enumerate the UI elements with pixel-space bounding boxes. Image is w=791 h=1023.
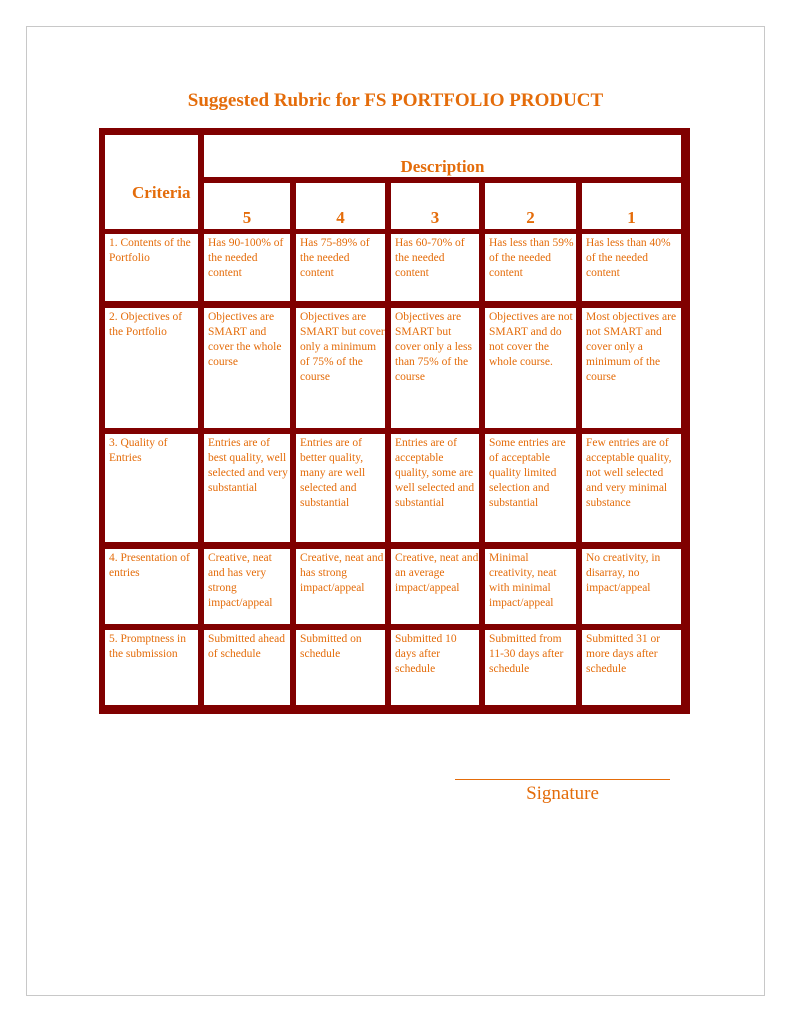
criteria-header: Criteria bbox=[132, 183, 191, 202]
rubric-table bbox=[99, 128, 690, 714]
document-title: Suggested Rubric for FS PORTFOLIO PRODUCT bbox=[187, 90, 604, 111]
level-cell: Submitted from 11-30 days after schedule bbox=[484, 629, 577, 706]
level-cell: Submitted 31 or more days after schedule bbox=[581, 629, 682, 706]
description-header: Description bbox=[400, 157, 485, 176]
level-cell: Has 60-70% of the needed content bbox=[390, 233, 480, 302]
score-header-4 bbox=[295, 182, 386, 230]
level-cell: No creativity, in disarray, no impact/appeal bbox=[581, 548, 682, 625]
level-cell: Few entries are of acceptable quality, not well selected and very minimal substance bbox=[581, 433, 682, 543]
level-cell: Submitted 10 days after schedule bbox=[390, 629, 480, 706]
criterion-cell-1: 1. Contents of the Portfolio bbox=[104, 233, 199, 302]
score-label: 1 bbox=[627, 208, 636, 227]
level-cell: Has 90-100% of the needed content bbox=[203, 233, 291, 302]
signature-label: Signature bbox=[526, 783, 599, 804]
level-cell: Entries are of better quality, many are well selected and substantial bbox=[295, 433, 386, 543]
level-cell: Objectives are not SMART and do not cover the whole course. bbox=[484, 307, 577, 429]
level-cell: Entries are of acceptable quality, some are well selected and substantial bbox=[390, 433, 480, 543]
level-cell: Objectives are SMART but cover only a minimum of 75% of the course bbox=[295, 307, 386, 429]
level-cell: Creative, neat and has very strong impact/appeal bbox=[203, 548, 291, 625]
level-cell: Entries are of best quality, well selected and very substantial bbox=[203, 433, 291, 543]
criterion-cell-5: 5. Promptness in the submission bbox=[104, 629, 199, 706]
score-label: 2 bbox=[526, 208, 535, 227]
score-header-1 bbox=[581, 182, 682, 230]
description-header-cell bbox=[203, 134, 682, 178]
criteria-header-cell bbox=[104, 134, 199, 230]
criterion-cell-4: 4. Presentation of entries bbox=[104, 548, 199, 625]
level-cell: Submitted on schedule bbox=[295, 629, 386, 706]
level-cell: Some entries are of acceptable quality limited selection and substantial bbox=[484, 433, 577, 543]
level-cell: Most objectives are not SMART and cover only a minimum of the course bbox=[581, 307, 682, 429]
level-cell: Has less than 59% of the needed content bbox=[484, 233, 577, 302]
criterion-cell-3: 3. Quality of Entries bbox=[104, 433, 199, 543]
criterion-cell-2: 2. Objectives of the Portfolio bbox=[104, 307, 199, 429]
level-cell: Objectives are SMART but cover only a less than 75% of the course bbox=[390, 307, 480, 429]
level-cell: Objectives are SMART and cover the whole course bbox=[203, 307, 291, 429]
level-cell: Submitted ahead of schedule bbox=[203, 629, 291, 706]
signature-line bbox=[455, 779, 670, 780]
level-cell: Creative, neat and an average impact/appeal bbox=[390, 548, 480, 625]
level-cell: Creative, neat and has strong impact/appeal bbox=[295, 548, 386, 625]
score-header-3 bbox=[390, 182, 480, 230]
level-cell: Minimal creativity, neat with minimal impact/appeal bbox=[484, 548, 577, 625]
score-label: 4 bbox=[336, 208, 345, 227]
score-label: 5 bbox=[242, 208, 252, 227]
level-cell: Has 75-89% of the needed content bbox=[295, 233, 386, 302]
score-label: 3 bbox=[430, 208, 440, 227]
score-header-2 bbox=[484, 182, 577, 230]
score-header-5 bbox=[203, 182, 291, 230]
level-cell: Has less than 40% of the needed content bbox=[581, 233, 682, 302]
